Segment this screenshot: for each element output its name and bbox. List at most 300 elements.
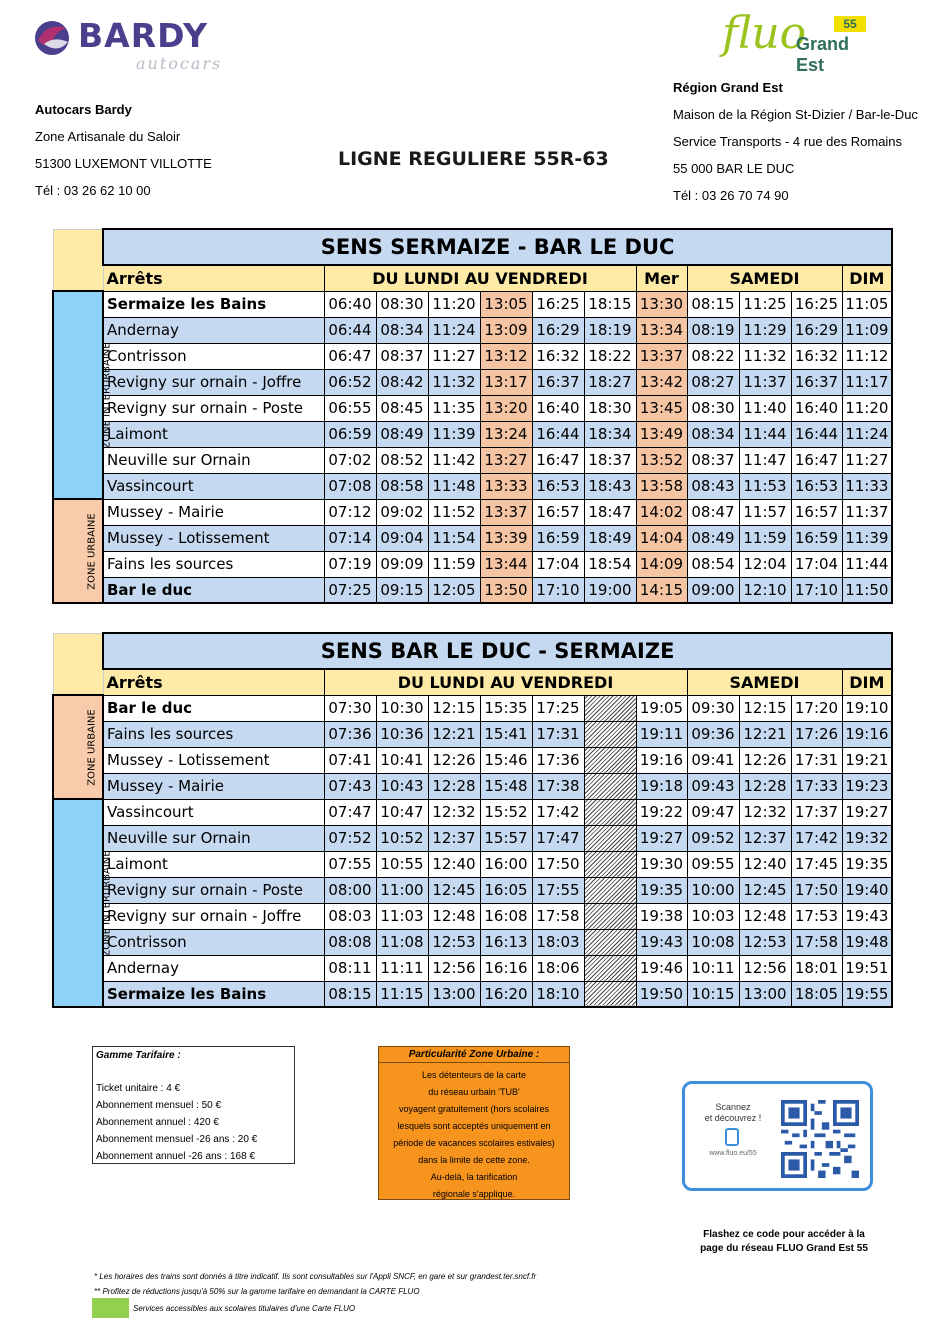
bardy-name: BARDY [78, 16, 208, 55]
time-cell: 08:08 [324, 929, 376, 955]
time-cell: 11:59 [428, 551, 480, 577]
table-row [53, 395, 892, 421]
time-cell: 19:43 [636, 929, 687, 955]
time-cell: 11:59 [739, 525, 791, 551]
stop-name: Neuville sur Ornain [103, 447, 324, 473]
time-cell: 11:44 [842, 551, 892, 577]
time-cell: 16:57 [791, 499, 842, 525]
fare-line: Abonnement mensuel : 50 € [96, 1100, 222, 1111]
time-cell: 13:30 [636, 291, 687, 317]
table-row [53, 421, 892, 447]
time-cell: 11:35 [428, 395, 480, 421]
time-cell: 17:10 [532, 577, 584, 603]
address-line: Autocars Bardy [35, 102, 132, 117]
time-cell: 15:57 [480, 825, 532, 851]
address-line: Région Grand Est [673, 80, 783, 95]
time-cell: 09:52 [687, 825, 739, 851]
time-cell: 10:52 [376, 825, 428, 851]
bardy-bird-icon [32, 14, 76, 62]
urban-zone-line: Au-delà, la tarification [430, 1172, 518, 1182]
time-cell: 11:50 [842, 577, 892, 603]
stop-name: Fains les sources [103, 551, 324, 577]
time-cell: 12:56 [428, 955, 480, 981]
time-cell: 15:52 [480, 799, 532, 825]
time-cell: 11:00 [376, 877, 428, 903]
stop-name: Andernay [103, 955, 324, 981]
table-row [53, 773, 892, 799]
time-cell: 08:37 [687, 447, 739, 473]
time-cell: 17:58 [791, 929, 842, 955]
header-sunday: DIM [842, 265, 892, 291]
time-cell: 16:25 [791, 291, 842, 317]
time-cell: 11:53 [739, 473, 791, 499]
time-cell: 12:48 [428, 903, 480, 929]
time-cell: 11:08 [376, 929, 428, 955]
time-cell: 13:24 [480, 421, 532, 447]
table-row [53, 825, 892, 851]
header-weekdays: DU LUNDI AU VENDREDI [324, 669, 687, 695]
time-cell: 13:37 [480, 499, 532, 525]
time-cell: 13:27 [480, 447, 532, 473]
time-cell: 16:20 [480, 981, 532, 1007]
time-cell: 07:52 [324, 825, 376, 851]
qr-caption [682, 1228, 886, 1256]
time-cell: 13:00 [739, 981, 791, 1007]
time-cell: 19:32 [842, 825, 892, 851]
time-cell: 10:03 [687, 903, 739, 929]
fluo-region: Grand Est [796, 34, 850, 75]
fare-box [92, 1046, 295, 1164]
time-cell: 19:51 [842, 955, 892, 981]
stop-name: Vassincourt [103, 799, 324, 825]
urban-zone-line: dans la limite de cette zone. [418, 1155, 530, 1165]
time-cell: 11:37 [842, 499, 892, 525]
table-row [53, 551, 892, 577]
time-cell: 18:49 [584, 525, 636, 551]
time-cell: 11:24 [842, 421, 892, 447]
no-service-cell [584, 695, 636, 721]
time-cell: 18:10 [532, 981, 584, 1007]
time-cell: 12:32 [428, 799, 480, 825]
time-cell: 11:39 [428, 421, 480, 447]
table-corner [53, 633, 103, 695]
fare-line: Abonnement annuel -26 ans : 168 € [96, 1151, 256, 1162]
time-cell: 12:37 [739, 825, 791, 851]
time-cell: 10:36 [376, 721, 428, 747]
no-service-cell [584, 929, 636, 955]
time-cell: 11:20 [842, 395, 892, 421]
stop-name: Revigny sur ornain - Joffre [103, 369, 324, 395]
time-cell: 11:42 [428, 447, 480, 473]
time-cell: 07:30 [324, 695, 376, 721]
time-cell: 06:59 [324, 421, 376, 447]
time-cell: 09:47 [687, 799, 739, 825]
header-sunday: DIM [842, 669, 892, 695]
urban-zone-line: voyagent gratuitement (hors scolaires [398, 1104, 550, 1114]
time-cell: 16:44 [532, 421, 584, 447]
time-cell: 12:10 [739, 577, 791, 603]
time-cell: 08:43 [687, 473, 739, 499]
time-cell: 11:27 [428, 343, 480, 369]
stop-name: Contrisson [103, 343, 324, 369]
time-cell: 06:44 [324, 317, 376, 343]
time-cell: 11:47 [739, 447, 791, 473]
stop-name: Revigny sur ornain - Poste [103, 877, 324, 903]
time-cell: 13:05 [480, 291, 532, 317]
time-cell: 18:27 [584, 369, 636, 395]
time-cell: 11:09 [842, 317, 892, 343]
time-cell: 10:15 [687, 981, 739, 1007]
time-cell: 08:58 [376, 473, 428, 499]
time-cell: 18:15 [584, 291, 636, 317]
time-cell: 08:45 [376, 395, 428, 421]
zone-interurbaine-label: ZONE INTERURBAINE [101, 849, 113, 957]
time-cell: 13:33 [480, 473, 532, 499]
no-service-cell [584, 851, 636, 877]
time-cell: 19:46 [636, 955, 687, 981]
time-cell: 19:16 [636, 747, 687, 773]
urban-zone-line: lesquels sont acceptés uniquement en [397, 1121, 551, 1131]
time-cell: 07:02 [324, 447, 376, 473]
time-cell: 11:44 [739, 421, 791, 447]
urban-zone-line: régionale s'applique. [432, 1189, 516, 1199]
time-cell: 16:40 [791, 395, 842, 421]
time-cell: 13:00 [428, 981, 480, 1007]
time-cell: 18:06 [532, 955, 584, 981]
zone-interurbaine-label: ZONE INTERURBAINE [101, 341, 113, 449]
time-cell: 07:41 [324, 747, 376, 773]
time-cell: 18:03 [532, 929, 584, 955]
zone-urbaine [53, 695, 103, 799]
header-stops: Arrêts [103, 669, 324, 695]
time-cell: 11:48 [428, 473, 480, 499]
time-cell: 16:37 [532, 369, 584, 395]
table-row [53, 447, 892, 473]
urban-zone-line: Les détenteurs de la carte [421, 1070, 527, 1080]
time-cell: 18:19 [584, 317, 636, 343]
time-cell: 19:10 [842, 695, 892, 721]
time-cell: 17:58 [532, 903, 584, 929]
time-cell: 11:03 [376, 903, 428, 929]
time-cell: 15:48 [480, 773, 532, 799]
fare-line: Ticket unitaire : 4 € [96, 1083, 181, 1094]
fluo-badge: 55 [834, 16, 866, 32]
table-row [53, 955, 892, 981]
time-cell: 11:52 [428, 499, 480, 525]
time-cell: 12:53 [739, 929, 791, 955]
qr-card[interactable] [682, 1081, 873, 1191]
time-cell: 08:34 [687, 421, 739, 447]
footnote-scolaires: Services accessibles aux scolaires titulaires d'une Carte FLUO [133, 1304, 356, 1313]
time-cell: 11:15 [376, 981, 428, 1007]
time-cell: 14:02 [636, 499, 687, 525]
zone-urbaine-label: ZONE URBAINE [86, 512, 98, 590]
time-cell: 17:38 [532, 773, 584, 799]
time-cell: 08:30 [376, 291, 428, 317]
table-title: SENS BAR LE DUC - SERMAIZE [103, 633, 892, 669]
address-line: Zone Artisanale du Saloir [35, 129, 181, 144]
table-row [53, 695, 892, 721]
time-cell: 08:22 [687, 343, 739, 369]
time-cell: 09:04 [376, 525, 428, 551]
qr-web: www.fluo.eu/55 [709, 1150, 757, 1157]
time-cell: 06:52 [324, 369, 376, 395]
time-cell: 08:52 [376, 447, 428, 473]
time-cell: 12:28 [428, 773, 480, 799]
time-cell: 13:45 [636, 395, 687, 421]
time-cell: 15:35 [480, 695, 532, 721]
zone-urbaine [53, 499, 103, 603]
qr-scan-text [697, 1102, 769, 1124]
time-cell: 07:08 [324, 473, 376, 499]
stop-name: Mussey - Lotissement [103, 525, 324, 551]
time-cell: 09:09 [376, 551, 428, 577]
time-cell: 09:55 [687, 851, 739, 877]
time-cell: 19:11 [636, 721, 687, 747]
time-cell: 12:56 [739, 955, 791, 981]
stop-name: Mussey - Lotissement [103, 747, 324, 773]
time-cell: 16:29 [791, 317, 842, 343]
header-stops: Arrêts [103, 265, 324, 291]
time-cell: 10:30 [376, 695, 428, 721]
time-cell: 08:34 [376, 317, 428, 343]
time-cell: 12:28 [739, 773, 791, 799]
zone-interurbaine [53, 291, 113, 499]
time-cell: 19:27 [842, 799, 892, 825]
stop-name: Bar le duc [103, 577, 324, 603]
time-cell: 08:37 [376, 343, 428, 369]
no-service-cell [584, 955, 636, 981]
time-cell: 13:12 [480, 343, 532, 369]
time-cell: 16:59 [791, 525, 842, 551]
time-cell: 19:35 [842, 851, 892, 877]
time-cell: 16:40 [532, 395, 584, 421]
no-service-cell [584, 773, 636, 799]
time-cell: 08:42 [376, 369, 428, 395]
time-cell: 09:43 [687, 773, 739, 799]
time-cell: 11:54 [428, 525, 480, 551]
table-row [53, 577, 892, 603]
table-row [53, 369, 892, 395]
time-cell: 16:53 [791, 473, 842, 499]
time-cell: 11:29 [739, 317, 791, 343]
scolaire-legend-swatch [92, 1298, 129, 1318]
time-cell: 17:33 [791, 773, 842, 799]
time-cell: 08:00 [324, 877, 376, 903]
time-cell: 09:15 [376, 577, 428, 603]
fare-line: Abonnement annuel : 420 € [96, 1117, 219, 1128]
time-cell: 13:52 [636, 447, 687, 473]
time-cell: 11:20 [428, 291, 480, 317]
address-line: Tél : 03 26 62 10 00 [35, 183, 151, 198]
time-cell: 09:41 [687, 747, 739, 773]
time-cell: 19:05 [636, 695, 687, 721]
time-cell: 17:55 [532, 877, 584, 903]
footnote-reductions: ** Profitez de réductions jusqu'à 50% sur la gamme tarifaire en demandant la CARTE FLUO [94, 1287, 420, 1296]
time-cell: 15:41 [480, 721, 532, 747]
table-row [53, 473, 892, 499]
time-cell: 17:04 [791, 551, 842, 577]
footnote-trains: * Les horaires des trains sont donnés à titre indicatif. Ils sont consultables sur l'Appli SNCF, en gare et sur grandest.ter.sncf.fr [94, 1272, 537, 1281]
time-cell: 07:47 [324, 799, 376, 825]
time-cell: 10:55 [376, 851, 428, 877]
time-cell: 17:50 [791, 877, 842, 903]
urban-zone-line: période de vacances scolaires estivales) [393, 1138, 555, 1148]
address-line: 51300 LUXEMONT VILLOTTE [35, 156, 212, 171]
time-cell: 17:20 [791, 695, 842, 721]
time-cell: 07:55 [324, 851, 376, 877]
time-cell: 19:50 [636, 981, 687, 1007]
stop-name: Fains les sources [103, 721, 324, 747]
qr-scan-line: Scannez [715, 1102, 751, 1112]
time-cell: 08:15 [324, 981, 376, 1007]
no-service-cell [584, 721, 636, 747]
stop-name: Bar le duc [103, 695, 324, 721]
no-service-cell [584, 747, 636, 773]
time-cell: 08:49 [376, 421, 428, 447]
time-cell: 08:03 [324, 903, 376, 929]
urban-zone-box [378, 1046, 570, 1200]
stop-name: Contrisson [103, 929, 324, 955]
qr-caption-line: page du réseau FLUO Grand Est 55 [700, 1243, 868, 1254]
time-cell: 17:50 [532, 851, 584, 877]
time-cell: 07:14 [324, 525, 376, 551]
table-row [53, 499, 892, 525]
time-cell: 17:25 [532, 695, 584, 721]
stop-name: Laimont [103, 851, 324, 877]
address-line: Tél : 03 26 70 74 90 [673, 188, 789, 203]
time-cell: 11:57 [739, 499, 791, 525]
time-cell: 06:47 [324, 343, 376, 369]
qr-code-icon [781, 1100, 859, 1178]
time-cell: 07:36 [324, 721, 376, 747]
time-cell: 06:55 [324, 395, 376, 421]
time-cell: 16:32 [532, 343, 584, 369]
time-cell: 09:02 [376, 499, 428, 525]
bardy-sub: autocars [136, 54, 223, 73]
time-cell: 17:31 [532, 721, 584, 747]
no-service-cell [584, 877, 636, 903]
time-cell: 19:35 [636, 877, 687, 903]
time-cell: 10:08 [687, 929, 739, 955]
time-cell: 12:26 [428, 747, 480, 773]
time-cell: 12:40 [739, 851, 791, 877]
time-cell: 13:42 [636, 369, 687, 395]
header-wednesday: Mer [636, 265, 687, 291]
time-cell: 10:11 [687, 955, 739, 981]
no-service-cell [584, 903, 636, 929]
stop-name: Laimont [103, 421, 324, 447]
time-cell: 18:43 [584, 473, 636, 499]
time-cell: 17:42 [532, 799, 584, 825]
zone-interurbaine [53, 799, 113, 1007]
stop-name: Vassincourt [103, 473, 324, 499]
table-row [53, 747, 892, 773]
time-cell: 16:44 [791, 421, 842, 447]
header-saturday: SAMEDI [687, 669, 842, 695]
time-cell: 16:00 [480, 851, 532, 877]
time-cell: 19:23 [842, 773, 892, 799]
time-cell: 11:32 [739, 343, 791, 369]
time-cell: 13:39 [480, 525, 532, 551]
no-service-cell [584, 981, 636, 1007]
time-cell: 13:17 [480, 369, 532, 395]
timetable-sermaize-bar-le-duc [52, 228, 893, 604]
time-cell: 10:47 [376, 799, 428, 825]
time-cell: 19:48 [842, 929, 892, 955]
time-cell: 19:38 [636, 903, 687, 929]
time-cell: 12:53 [428, 929, 480, 955]
time-cell: 18:22 [584, 343, 636, 369]
time-cell: 12:26 [739, 747, 791, 773]
fluo-logo [720, 8, 870, 75]
time-cell: 13:50 [480, 577, 532, 603]
table-row [53, 851, 892, 877]
time-cell: 19:30 [636, 851, 687, 877]
time-cell: 13:34 [636, 317, 687, 343]
time-cell: 10:41 [376, 747, 428, 773]
time-cell: 19:21 [842, 747, 892, 773]
time-cell: 19:16 [842, 721, 892, 747]
time-cell: 14:15 [636, 577, 687, 603]
time-cell: 19:18 [636, 773, 687, 799]
time-cell: 18:30 [584, 395, 636, 421]
time-cell: 18:37 [584, 447, 636, 473]
time-cell: 11:17 [842, 369, 892, 395]
time-cell: 06:40 [324, 291, 376, 317]
stop-name: Revigny sur ornain - Joffre [103, 903, 324, 929]
time-cell: 12:15 [739, 695, 791, 721]
header-weekdays: DU LUNDI AU VENDREDI [324, 265, 636, 291]
time-cell: 12:48 [739, 903, 791, 929]
time-cell: 11:32 [428, 369, 480, 395]
time-cell: 11:39 [842, 525, 892, 551]
time-cell: 08:11 [324, 955, 376, 981]
time-cell: 19:40 [842, 877, 892, 903]
time-cell: 17:45 [791, 851, 842, 877]
region-address [673, 78, 918, 213]
time-cell: 12:37 [428, 825, 480, 851]
time-cell: 10:00 [687, 877, 739, 903]
time-cell: 16:32 [791, 343, 842, 369]
time-cell: 12:04 [739, 551, 791, 577]
time-cell: 18:34 [584, 421, 636, 447]
time-cell: 19:22 [636, 799, 687, 825]
time-cell: 12:45 [428, 877, 480, 903]
header-saturday: SAMEDI [687, 265, 842, 291]
phone-icon [725, 1128, 739, 1146]
stop-name: Mussey - Mairie [103, 773, 324, 799]
fare-line: Abonnement mensuel -26 ans : 20 € [96, 1134, 258, 1145]
stop-name: Neuville sur Ornain [103, 825, 324, 851]
time-cell: 17:53 [791, 903, 842, 929]
address-line: Maison de la Région St-Dizier / Bar-le-Duc [673, 107, 918, 122]
time-cell: 08:47 [687, 499, 739, 525]
time-cell: 16:05 [480, 877, 532, 903]
time-cell: 16:16 [480, 955, 532, 981]
time-cell: 14:09 [636, 551, 687, 577]
time-cell: 17:31 [791, 747, 842, 773]
time-cell: 18:54 [584, 551, 636, 577]
time-cell: 17:36 [532, 747, 584, 773]
timetable-bar-le-duc-sermaize [52, 632, 893, 1008]
time-cell: 13:49 [636, 421, 687, 447]
time-cell: 16:08 [480, 903, 532, 929]
page-title: LIGNE REGULIERE 55R-63 [338, 148, 609, 170]
time-cell: 08:15 [687, 291, 739, 317]
time-cell: 11:25 [739, 291, 791, 317]
table-row [53, 317, 892, 343]
